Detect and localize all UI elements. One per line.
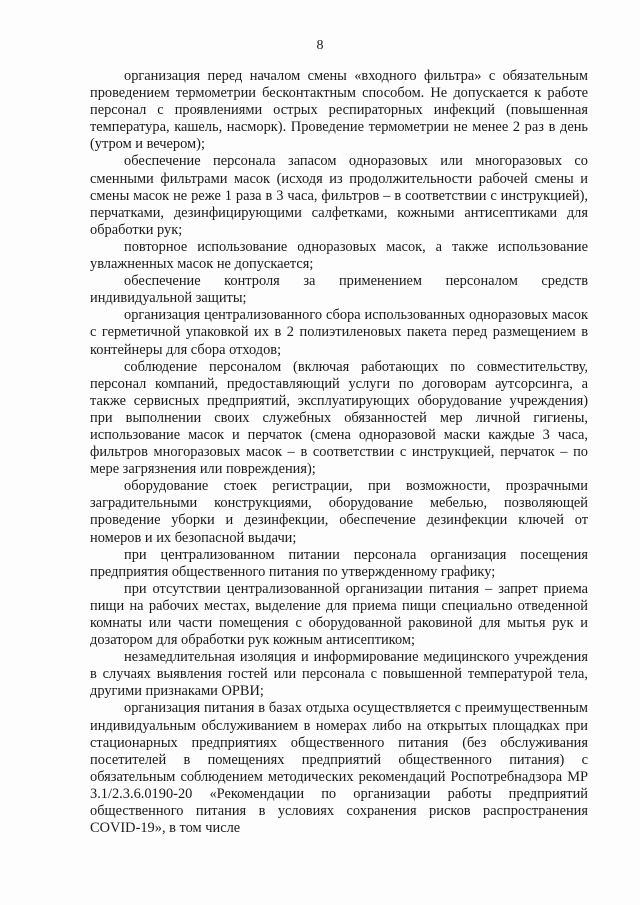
paragraph-isolation: незамедлительная изоляция и информирование медицинского учреждения в случаях выявления гостей или персонала с повышенной температурой тела, другими признаками ОРВИ; [90,649,588,700]
paragraph-no-central-catering: при отсутствии централизованной организации питания – запрет приема пищи на рабочих местах, выделение для приема пищи специально отведенной комнаты или части помещения с оборудованной раковиной для мытья рук и дозатором для обработки рук кожным антисептиком; [90,580,588,649]
paragraph-mask-collection: организация централизованного сбора использованных одноразовых масок с герметичной упаковкой их в 2 полиэтиленовых пакета перед размещением в контейнеры для сбора отходов; [90,307,588,358]
paragraph-central-catering: при централизованном питании персонала организация посещения предприятия общественного питания по утвержденному графику; [90,546,588,580]
paragraph-mask-supply: обеспечение персонала запасом одноразовых или многоразовых со сменными фильтрами масок (исходя из продолжительности рабочей смены и смены масок не реже 1 раза в 3 часа, фильтров – в соответствии с инструкцией), перчатками, дезинфицирующими салфетками, кожными антисептиками для обработки рук; [90,153,588,238]
paragraph-entry-filter: организация перед началом смены «входного фильтра» с обязательным проведением термометрии бесконтактным способом. Не допускается к работе персонал с проявлениями острых респираторных инфекций (повышенная температура, кашель, насморк). Проведение термометрии не менее 2 раз в день (утром и вечером); [90,68,588,153]
paragraph-mask-reuse: повторное использование одноразовых масок, а также использование увлажненных масок не допускается; [90,238,588,273]
paragraph-reception-desks: оборудование стоек регистрации, при возможности, прозрачными заградительными конструкциями, оборудование мебелью, позволяющей проведение уборки и дезинфекции, обеспечение дезинфекции ключей от номеров и их безопасной выдачи; [90,478,588,546]
document-body [90,68,588,837]
paragraph-catering-bases: организация питания в базах отдыха осуществляется с преимущественным индивидуальным обслуживанием в номерах либо на открытых площадках при стационарных предприятиях общественного питания (без обслуживания посетителей в помещениях предприятий общественного питания) с обязательным соблюдением методических рекомендаций Роспотребнадзора МР 3.1/2.3.6.0190-20 «Рекомендации по организации работы предприятий общественного питания в условиях сохранения рисков распространения COVID-19», в том числе [90,700,588,837]
paragraph-personal-hygiene: соблюдение персоналом (включая работающих по совместительству, персонал компаний, предоставляющий услуги по договорам аутсорсинга, а также сервисных предприятий, эксплуатирующих оборудование учреждения) при выполнении своих служебных обязанностей мер личной гигиены, использование масок и перчаток (смена одноразовой маски каждые 3 часа, фильтров многоразовых масок – в соответствии с инструкцией, перчаток – по мере загрязнения или повреждения); [90,358,588,478]
paragraph-ppe-control: обеспечение контроля за применением персоналом средств индивидуальной защиты; [90,273,588,307]
page-number: 8 [316,38,324,53]
